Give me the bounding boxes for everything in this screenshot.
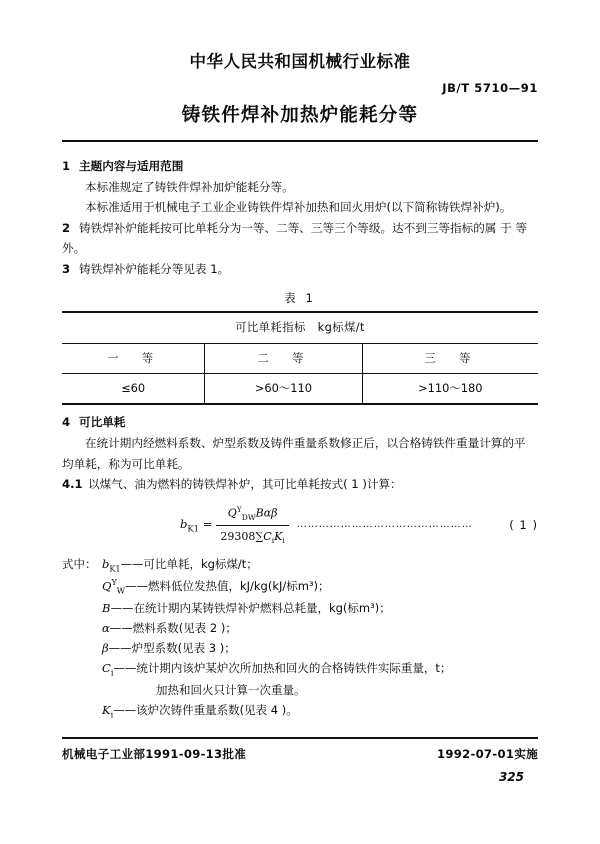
where-definition-3	[110, 618, 538, 638]
clause-3-number: 3	[62, 262, 71, 277]
where-dash-1: ——	[124, 579, 148, 594]
formula-fraction	[216, 503, 288, 548]
where-symbol-sub-6: i	[110, 710, 114, 720]
denominator-c-subscript: i	[271, 536, 275, 546]
where-text-3: 燃料系数(见表 2 )；	[132, 621, 237, 636]
clause-1-title: 主题内容与适用范围	[79, 158, 184, 173]
footer-divider	[62, 737, 538, 739]
where-symbol-base-0: b	[102, 556, 110, 571]
implementation-date: 1992-07-01实施	[437, 747, 538, 761]
table-value-cell-2: >60～110	[205, 373, 363, 404]
table-header-row	[62, 312, 538, 343]
table-grade-cell-3: 三 等	[362, 343, 538, 373]
clause-2-text-continued: 外。	[62, 241, 86, 256]
table-value-cell-3: >110～180	[362, 373, 538, 404]
clause-4-title: 可比单耗	[79, 415, 126, 430]
table-grade-cell-2: 二 等	[205, 343, 363, 373]
clause-4-paragraph-1-continued: 均单耗，称为可比单耗。	[62, 456, 190, 471]
header-divider	[62, 140, 538, 142]
standard-code: JB/T 5710—91	[442, 80, 538, 95]
clause-1-heading	[62, 156, 538, 177]
where-dash-5: ——	[113, 661, 137, 676]
where-text-2: 在统计期内某铸铁焊补炉燃料总耗量，kg(标m³)；	[133, 601, 391, 616]
where-symbol-4	[102, 638, 109, 658]
where-definition-4	[109, 638, 538, 658]
clause-4-heading	[62, 412, 538, 433]
where-symbol-sub-1: W	[116, 586, 125, 596]
where-text-5: 统计期内该炉某炉次所加热和回火的合格铸铁件实际重量，t；	[136, 661, 452, 676]
formula-dot-leader: …………………………………………	[296, 519, 473, 531]
denominator-k: K	[274, 530, 283, 544]
clause-4-1-text: 以煤气、油为燃料的铸铁焊补炉，其可比单耗按式( 1 )计算：	[88, 477, 402, 492]
table-grade-row	[62, 343, 538, 373]
where-symbol-base-2: B	[102, 601, 111, 616]
where-dash-2: ——	[110, 601, 134, 616]
numerator-q: Q	[227, 506, 237, 520]
where-item-5	[62, 658, 538, 680]
where-text-1: 燃料低位发热值，kJ/kg(kJ/标m³)；	[147, 579, 330, 594]
energy-index-table	[62, 311, 538, 405]
where-symbol-1	[102, 576, 125, 598]
where-definition-0	[120, 554, 538, 574]
where-symbol-base-1: Q	[102, 579, 112, 594]
where-definition-1	[125, 576, 538, 596]
denominator-k-subscript: i	[282, 536, 285, 546]
where-symbol-2	[102, 598, 110, 618]
document-body	[62, 156, 538, 723]
table-value-row	[62, 373, 538, 404]
issuing-organization: 中华人民共和国机械行业标准	[189, 52, 411, 71]
clause-4-1-number: 4.1	[62, 477, 83, 492]
where-text-4: 炉型系数(见表 3 )；	[131, 641, 236, 656]
clause-3-text: 铸铁焊补炉能耗分等见表 1。	[79, 262, 230, 277]
denominator-constant: 29308	[220, 530, 256, 544]
clause-2-text: 铸铁焊补炉能耗按可比单耗分为一等、二等、三等三个等级。达不到三等指标的属 于 等	[79, 220, 527, 235]
where-definition-6	[110, 700, 538, 720]
clause-4-paragraph-1: 在统计期内经燃料系数、炉型系数及铸件重量系数修正后，以合格铸铁件重量计算的平	[85, 435, 526, 450]
table-header-span-label: 可比单耗指标 kg标煤/t	[62, 312, 538, 343]
formula-left-hand-side	[180, 514, 212, 536]
where-text-6: 该炉次铸件重量系数(见表 4 )。	[136, 703, 298, 718]
where-dash-0: ——	[120, 556, 144, 571]
clause-1-number: 1	[62, 158, 71, 173]
where-symbol-base-5: C	[102, 661, 111, 676]
footer-row	[62, 746, 538, 762]
clause-1-paragraph-1: 本标准规定了铸铁件焊补加炉能耗分等。	[85, 179, 294, 194]
where-item-6	[62, 700, 538, 722]
table-grade-cell-1: 一 等	[62, 343, 205, 373]
numerator-subscript: DW	[241, 512, 256, 522]
clause-1-paragraph-2: 本标准适用于机械电子工业企业铸铁件焊补加热和回火用炉(以下简称铸铁焊补炉)。	[85, 200, 512, 215]
where-symbol-5	[102, 658, 113, 680]
where-definition-2	[110, 598, 538, 618]
where-symbol-base-6: K	[102, 703, 111, 718]
where-symbol-sub-5: i	[110, 668, 114, 678]
formula-row	[62, 503, 538, 548]
where-definition-5	[110, 658, 538, 678]
where-item-1	[62, 576, 538, 598]
where-item-4	[62, 638, 538, 658]
table-value-cell-1: ≤60	[62, 373, 205, 404]
where-symbol-sub-0: K1	[109, 564, 121, 574]
denominator-sum-symbol: ∑	[255, 530, 264, 544]
denominator-c: C	[263, 530, 272, 544]
page-number: 325	[498, 770, 524, 784]
where-symbol-6	[102, 700, 113, 722]
where-item-2	[62, 598, 538, 618]
clause-3	[62, 259, 538, 280]
table-caption: 表 1	[284, 290, 316, 305]
document-header	[62, 0, 538, 142]
where-symbol-3	[102, 618, 110, 638]
where-dash-6: ——	[113, 703, 137, 718]
where-dash-3: ——	[109, 621, 133, 636]
document-footer	[62, 737, 538, 784]
formula-lhs-symbol: b	[180, 517, 188, 532]
where-item-3	[62, 618, 538, 638]
where-label: 式中：	[62, 556, 97, 571]
numerator-rest: Bαβ	[255, 506, 278, 520]
symbol-definition-list	[62, 554, 538, 723]
clause-2	[62, 218, 538, 239]
formula-numerator	[216, 503, 288, 526]
formula-denominator	[216, 526, 288, 548]
formula-equals-sign: =	[202, 517, 213, 532]
where-text-0: 可比单耗，kg标煤/t；	[143, 556, 258, 571]
clause-4-1	[62, 474, 538, 495]
clause-4-number: 4	[62, 415, 71, 430]
clause-2-number: 2	[62, 220, 71, 235]
where-symbol-sup-1: Y	[111, 578, 117, 588]
where-symbol-base-4: β	[102, 641, 109, 656]
approval-statement: 机械电子工业部1991-09-13批准	[62, 747, 247, 761]
where-item-0	[62, 554, 538, 576]
where-symbol-0	[102, 554, 120, 576]
where-continuation-line: 加热和回火只计算一次重量。	[156, 683, 306, 698]
formula-lhs-subscript: K1	[187, 523, 200, 534]
where-dash-4: ——	[108, 641, 132, 656]
document-title: 铸铁件焊补加热炉能耗分等	[181, 104, 419, 126]
where-symbol-base-3: α	[102, 621, 110, 636]
numerator-superscript: Y	[236, 504, 242, 514]
formula-equation-number: ( 1 )	[509, 517, 538, 532]
